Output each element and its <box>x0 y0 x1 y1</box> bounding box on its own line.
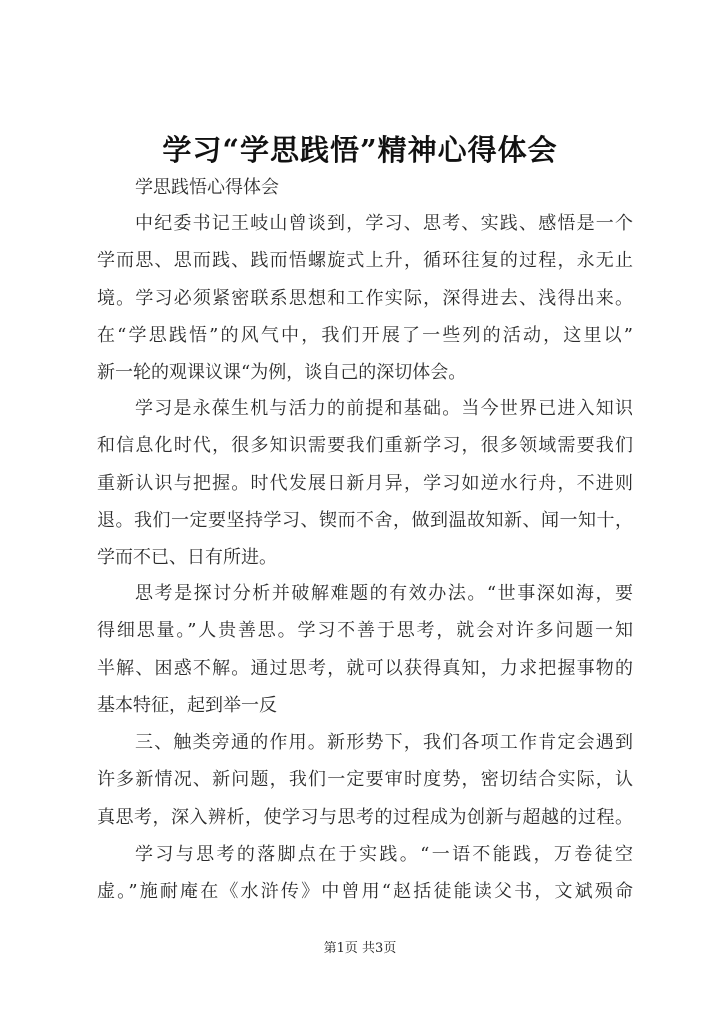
paragraph-line: 境。学习必须紧密联系思想和工作实际，深得进去、浅得出来。 <box>97 288 633 309</box>
page-footer: 第1页 共3页 <box>323 941 397 956</box>
paragraph-first-line: 三、触类旁通的作用。新形势下，我们各项工作肯定会遇到 <box>135 732 633 753</box>
paragraph-first-line: 学习是永葆生机与活力的前提和基础。当今世界已进入知识 <box>135 398 633 419</box>
paragraph-first-line: 中纪委书记王岐山曾谈到，学习、思考、实践、感悟是一个 <box>135 213 633 234</box>
paragraph-first-line: 学思践悟心得体会 <box>135 177 279 198</box>
paragraph-first-line: 学习与思考的落脚点在于实践。“一语不能践，万卷徒空 <box>135 844 633 865</box>
paragraph-line: 重新认识与把握。时代发展日新月异，学习如逆水行舟，不进则 <box>97 473 633 494</box>
paragraph-line: 退。我们一定要坚持学习、锲而不舍，做到温故知新、闻一知十， <box>97 510 633 531</box>
paragraph-line: 半解、困惑不解。通过思考，就可以获得真知，力求把握事物的 <box>97 658 633 679</box>
paragraph-line: 新一轮的观课议课“为例，谈自己的深切体会。 <box>97 362 467 383</box>
paragraph-line: 基本特征，起到举一反 <box>97 695 277 716</box>
paragraph-line: 真思考，深入辨析，使学习与思考的过程成为创新与超越的过程。 <box>97 807 633 828</box>
paragraph-line: 得细思量。”人贵善思。学习不善于思考，就会对许多问题一知 <box>97 620 633 641</box>
paragraph-first-line: 思考是探讨分析并破解难题的有效办法。“世事深如海，要 <box>135 583 633 604</box>
paragraph-line: 虚。”施耐庵在《水浒传》中曾用“赵括徒能读父书，文斌殒命 <box>97 881 633 902</box>
document-title: 学习“学思践悟”精神心得体会 <box>162 133 558 167</box>
paragraph-line: 学而不已、日有所进。 <box>97 547 277 568</box>
paragraph-line: 在“学思践悟”的风气中，我们开展了一些列的活动，这里以” <box>97 325 633 346</box>
paragraph-line: 学而思、思而践、践而悟螺旋式上升，循环往复的过程，永无止 <box>97 250 633 271</box>
paragraph-line: 许多新情况、新问题，我们一定要审时度势，密切结合实际，认 <box>97 769 633 790</box>
paragraph-line: 和信息化时代，很多知识需要我们重新学习，很多领域需要我们 <box>97 435 633 456</box>
